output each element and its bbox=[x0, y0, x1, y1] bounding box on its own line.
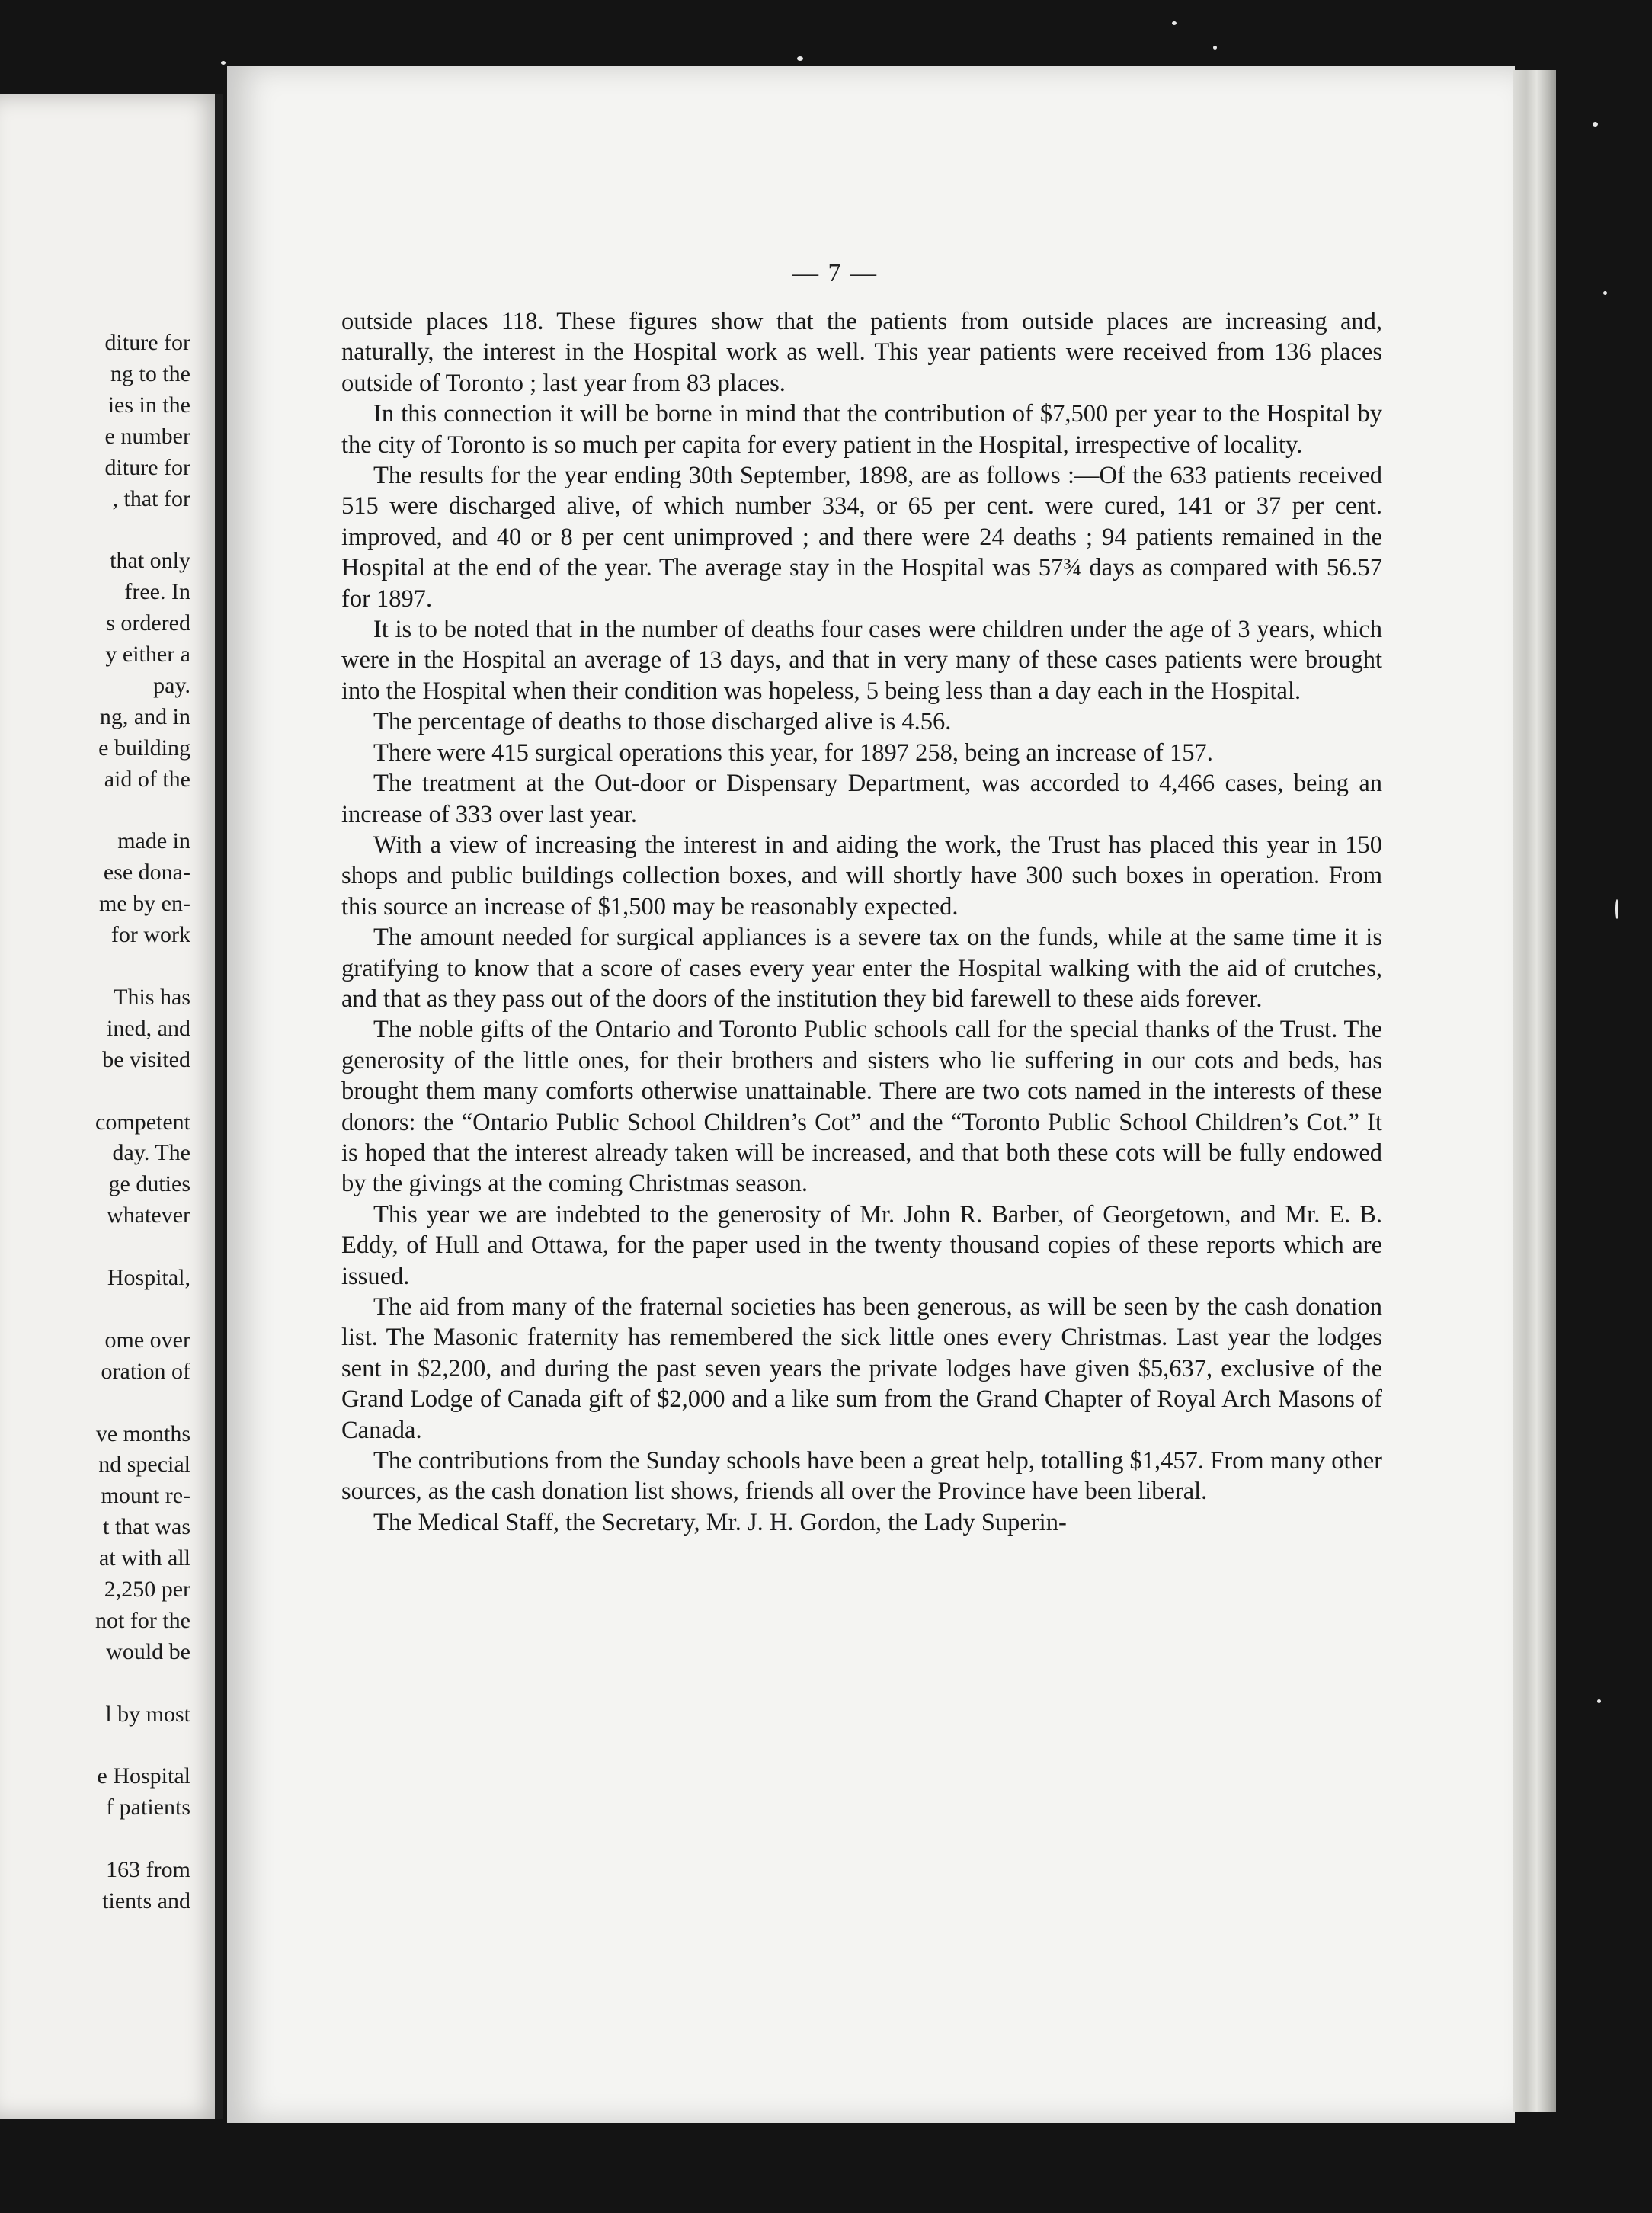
paragraph: The contributions from the Sunday schools have been a great help, totalling $1,457. From many other sources, as the cash donation list shows, friends all over the Province have been liberal. bbox=[341, 1447, 1382, 1506]
left-page-line: s ordered bbox=[106, 610, 190, 636]
body-text bbox=[341, 306, 1382, 1538]
left-page-line: competent bbox=[95, 1109, 190, 1135]
left-page-line: 2,250 per bbox=[104, 1577, 190, 1602]
left-page-line: tients and bbox=[102, 1888, 190, 1914]
left-page-line: 163 from bbox=[106, 1857, 190, 1883]
left-page-line: e Hospital bbox=[97, 1763, 190, 1789]
paragraph: In this connection it will be borne in mind that the contribution of $7,500 per year to the Hospital by the city of Toronto is so much per capita for every patient in the Hospital, irrespective of locality. bbox=[341, 400, 1382, 459]
left-page-line: l by most bbox=[105, 1701, 190, 1727]
left-page-line: e building bbox=[98, 735, 190, 761]
left-facing-page bbox=[0, 94, 223, 2119]
left-page-line: not for the bbox=[95, 1607, 190, 1633]
left-page-line: at with all bbox=[99, 1545, 190, 1571]
paragraph: The percentage of deaths to those discharged alive is 4.56. bbox=[373, 708, 952, 736]
left-page-line: y either a bbox=[105, 642, 190, 667]
left-page-line: aid of the bbox=[104, 766, 190, 792]
paragraph: This year we are indebted to the generosity of Mr. John R. Barber, of Georgetown, and Mr. E. B. Eddy, of Hull and Ottawa, for the paper used in the twenty thousand copies of these reports which are issued. bbox=[341, 1200, 1382, 1290]
left-page-line: , that for bbox=[112, 485, 190, 511]
left-page-line: ome over bbox=[104, 1327, 190, 1353]
paragraph: There were 415 surgical operations this year, for 1897 258, being an increase of 157. bbox=[373, 738, 1213, 767]
left-page-line: f patients bbox=[106, 1795, 190, 1821]
paragraph: The treatment at the Out-door or Dispensary Department, was accorded to 4,466 cases, being an increase of 333 over last year. bbox=[341, 770, 1382, 828]
paragraph: It is to be noted that in the number of deaths four cases were children under the age of 3 years, which were in the Hospital an average of 13 days, and that in very many of these cases patients were brought into the Hospital when their condition was hopeless, 5 being less than a day each in the Hospital. bbox=[341, 616, 1382, 705]
left-page-line: me by en- bbox=[99, 891, 190, 917]
left-page-line: t that was bbox=[103, 1514, 190, 1540]
page-stack-edge bbox=[1513, 70, 1556, 2112]
left-page-line: day. The bbox=[112, 1140, 190, 1166]
left-page-line: made in bbox=[117, 828, 190, 854]
left-page-line: nd special bbox=[98, 1452, 190, 1478]
left-page-line: ng, and in bbox=[99, 703, 190, 729]
paragraph: With a view of increasing the interest in and aiding the work, the Trust has placed this year in 150 shops and public buildings collection boxes, and will shortly have 300 such boxes in operation. From this source an increase of $1,500 may be reasonably expected. bbox=[341, 831, 1382, 921]
left-page-line: that only bbox=[110, 548, 190, 574]
paragraph: outside places 118. These figures show that the patients from outside places are increasing and, naturally, the interest in the Hospital work as well. This year patients were received from 136 places outside of Toronto ; last year from 83 places. bbox=[341, 308, 1382, 397]
paragraph: The aid from many of the fraternal societies has been generous, as will be seen by the cash donation list. The Masonic fraternity has remembered the sick little ones every Christmas. Last year the lodges sent in $2,200, and during the past seven years the private lodges have given $5,637, exclusive of the Grand Lodge of Canada gift of $2,000 and a like sum from the Grand Chapter of Royal Arch Masons of Canada. bbox=[341, 1293, 1382, 1444]
left-page-line: oration of bbox=[101, 1358, 190, 1384]
left-page-line: whatever bbox=[107, 1203, 190, 1228]
left-page-line: Hospital, bbox=[107, 1265, 190, 1290]
left-page-line: ve months bbox=[95, 1420, 190, 1446]
left-page-line: e number bbox=[104, 423, 190, 449]
left-page-line: mount re- bbox=[101, 1483, 190, 1509]
left-page-line: ined, and bbox=[107, 1015, 190, 1041]
left-page-line: ies in the bbox=[107, 392, 190, 418]
paragraph: The noble gifts of the Ontario and Toronto Public schools call for the special thanks of the Trust. The generosity of the little ones, for their brothers and sisters who lie suffering in our cots and beds, has brought them many comforts otherwise unattainable. There are two cots named in the interests of these donors: the “Ontario Public School Children’s Cot” and the “Toronto Public School Children’s Cot.” It is hoped that the interest already taken will be increased, and that both these cots will be fully endowed by the givings at the coming Christmas season. bbox=[341, 1016, 1382, 1198]
left-page-line: diture for bbox=[104, 454, 190, 480]
paragraph: The Medical Staff, the Secretary, Mr. J. H. Gordon, the Lady Superin- bbox=[373, 1508, 1067, 1536]
paragraph: The amount needed for surgical appliances is a severe tax on the funds, while at the same time it is gratifying to know that a score of cases every year enter the Hospital walking with the aid of crutches, and that as they pass out of the doors of the institution they bid farewell to these aids forever. bbox=[341, 924, 1382, 1013]
left-page-line: for work bbox=[110, 922, 190, 948]
paragraph: The results for the year ending 30th September, 1898, are as follows :—Of the 633 patients received 515 were discharged alive, of which number 334, or 65 per cent. were cured, 141 or 37 per cent. improved, and 40 or 8 per cent unimproved ; and there were 24 deaths ; 94 patients remained in the Hospital at the end of the year. The average stay in the Hospital was 57¾ days as compared with 56.57 for 1897. bbox=[341, 462, 1382, 613]
page-number: — 7 — bbox=[792, 259, 878, 287]
book-gutter bbox=[215, 94, 223, 2119]
left-page-line: would be bbox=[106, 1638, 190, 1664]
left-page-line: ge duties bbox=[108, 1171, 190, 1197]
left-page-line: ese dona- bbox=[103, 860, 190, 886]
left-page-line: diture for bbox=[104, 330, 190, 355]
left-page-line: This has bbox=[114, 984, 190, 1010]
left-page-line: ng to the bbox=[110, 360, 190, 386]
left-page-line: free. In bbox=[124, 579, 190, 605]
left-page-line: pay. bbox=[153, 672, 190, 698]
left-page-line: be visited bbox=[102, 1046, 190, 1072]
